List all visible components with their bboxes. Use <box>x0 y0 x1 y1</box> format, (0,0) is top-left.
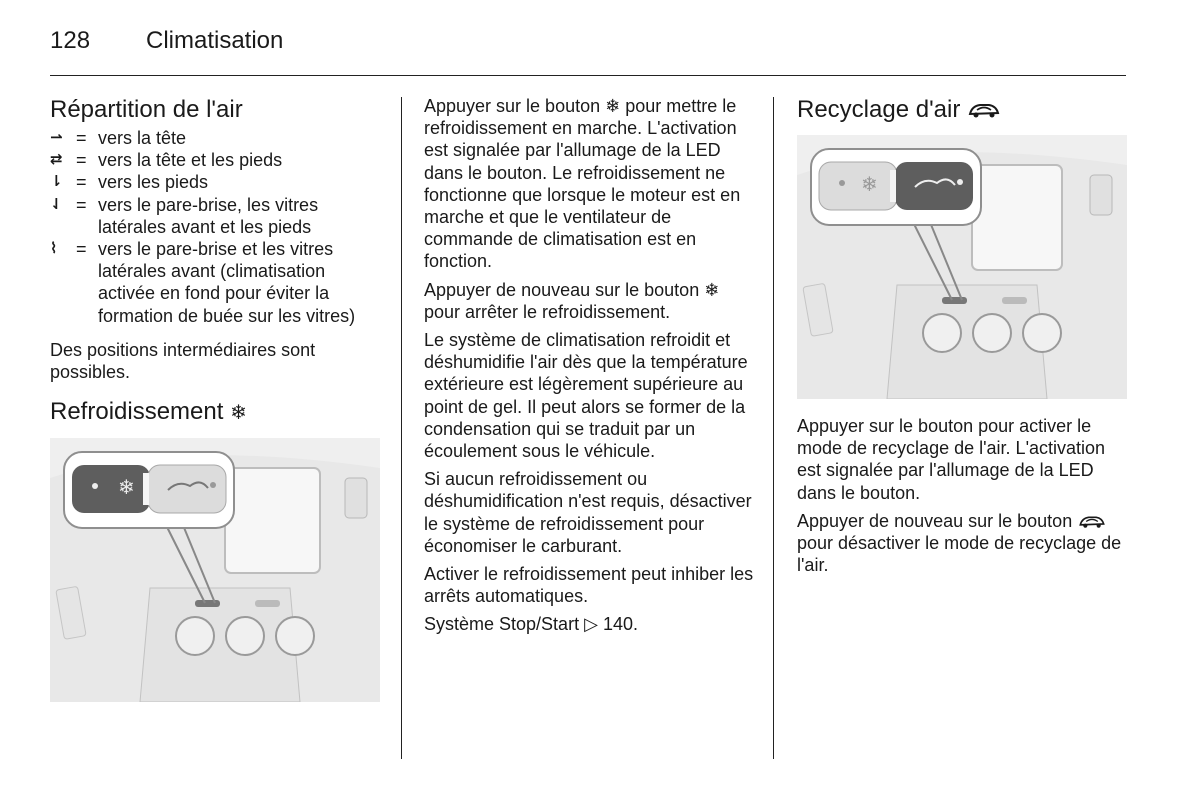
column-divider-1 <box>401 97 402 759</box>
equals-sign: = <box>76 194 87 215</box>
windscreen-feet-vent-icon: ⇃ <box>50 195 63 213</box>
paragraph-cooling-off: Appuyer de nouveau sur le bouton ❄ pour arrêter le refroidissement. <box>424 279 720 322</box>
air-distribution-item <box>50 127 380 149</box>
column-3 <box>797 95 1127 582</box>
air-distribution-item <box>50 194 380 238</box>
chapter-title: Climatisation <box>146 27 284 54</box>
snowflake-icon: ❄ <box>605 96 621 116</box>
snowflake-icon: ❄ <box>704 279 720 300</box>
air-distribution-text: vers le pare-brise et les vitres latérales avant (climatisation activée en fond pour éviter la formation de buée sur les vitres) <box>98 239 356 326</box>
paragraph-save-fuel: Si aucun refroidissement ou déshumidification n'est requis, désactiver le système de refroidissement pour économiser le carburant. <box>424 469 752 556</box>
page-number: 128 <box>50 27 91 54</box>
column-1 <box>50 95 380 702</box>
paragraph-stop-start-ref: Système Stop/Start ▷ 140. <box>424 614 638 635</box>
equals-sign: = <box>76 172 87 193</box>
air-distribution-text: vers la tête et les pieds <box>98 150 283 171</box>
head-vent-icon: ⇀ <box>50 129 63 146</box>
air-distribution-item <box>50 149 380 171</box>
air-distribution-list <box>50 127 380 327</box>
equals-sign: = <box>76 150 87 171</box>
air-recirculation-icon <box>967 101 1001 119</box>
svg-text:❄: ❄ <box>861 172 878 196</box>
head-feet-vent-icon: ⇄ <box>50 151 63 169</box>
paragraph-cooling-on: Appuyer sur le bouton ❄ pour mettre le refroidissement en marche. L'activation est signalée par l'allumage de la LED dans le bouton. Le refroidissement ne fonctionne que lorsque le moteur est en marche et que le ventilateur de commande de climatisation est en fonction. <box>424 96 741 272</box>
air-distribution-text: vers les pieds <box>98 172 209 193</box>
equals-sign: = <box>76 128 87 148</box>
paragraph-autostop: Activer le refroidissement peut inhiber les arrêts automatiques. <box>424 564 754 607</box>
svg-text:❄: ❄ <box>118 475 135 500</box>
header-rule <box>50 75 1126 76</box>
column-2 <box>424 95 754 642</box>
air-distribution-text: vers le pare-brise, les vitres latérales avant et les pieds <box>98 194 319 237</box>
paragraph-dehumidify: Le système de climatisation refroidit et déshumidifie l'air dès que la température extérieure est légèrement supérieure au point de gel. Il peut alors se former de la condensation qui se traduit par un écoulement sous le véhicule. <box>424 330 748 462</box>
air-distribution-text: vers la tête <box>98 128 187 148</box>
feet-vent-icon: ⇂ <box>50 173 63 191</box>
air-recirculation-icon <box>1077 514 1107 529</box>
heading-recyclage: Recyclage d'air <box>797 95 1127 125</box>
snowflake-icon: ❄ <box>230 402 247 425</box>
equals-sign: = <box>76 239 87 260</box>
page-reference-arrow-icon: ▷ <box>584 614 598 635</box>
heading-repartition: Répartition de l'air <box>50 96 243 123</box>
intermediate-positions-text: Des positions intermédiaires sont possibles. <box>50 339 316 383</box>
page-reference-link[interactable]: 140. <box>602 614 638 635</box>
cooling-button-figure <box>50 438 380 702</box>
column-divider-2 <box>773 97 774 759</box>
paragraph-recirculation-on: Appuyer sur le bouton pour activer le mode de recyclage de l'air. L'activation est signalée par l'allumage de la LED dans le bouton. <box>797 416 1106 503</box>
air-distribution-item <box>50 238 380 327</box>
recirculation-button-figure <box>797 135 1127 399</box>
paragraph-recirculation-off: Appuyer de nouveau sur le bouton pour désactiver le mode de recyclage de l'air. <box>797 510 1122 576</box>
air-distribution-item <box>50 171 380 193</box>
heading-refroidissement: Refroidissement ❄ <box>50 398 247 426</box>
windscreen-vent-icon: ⌇ <box>50 240 58 258</box>
